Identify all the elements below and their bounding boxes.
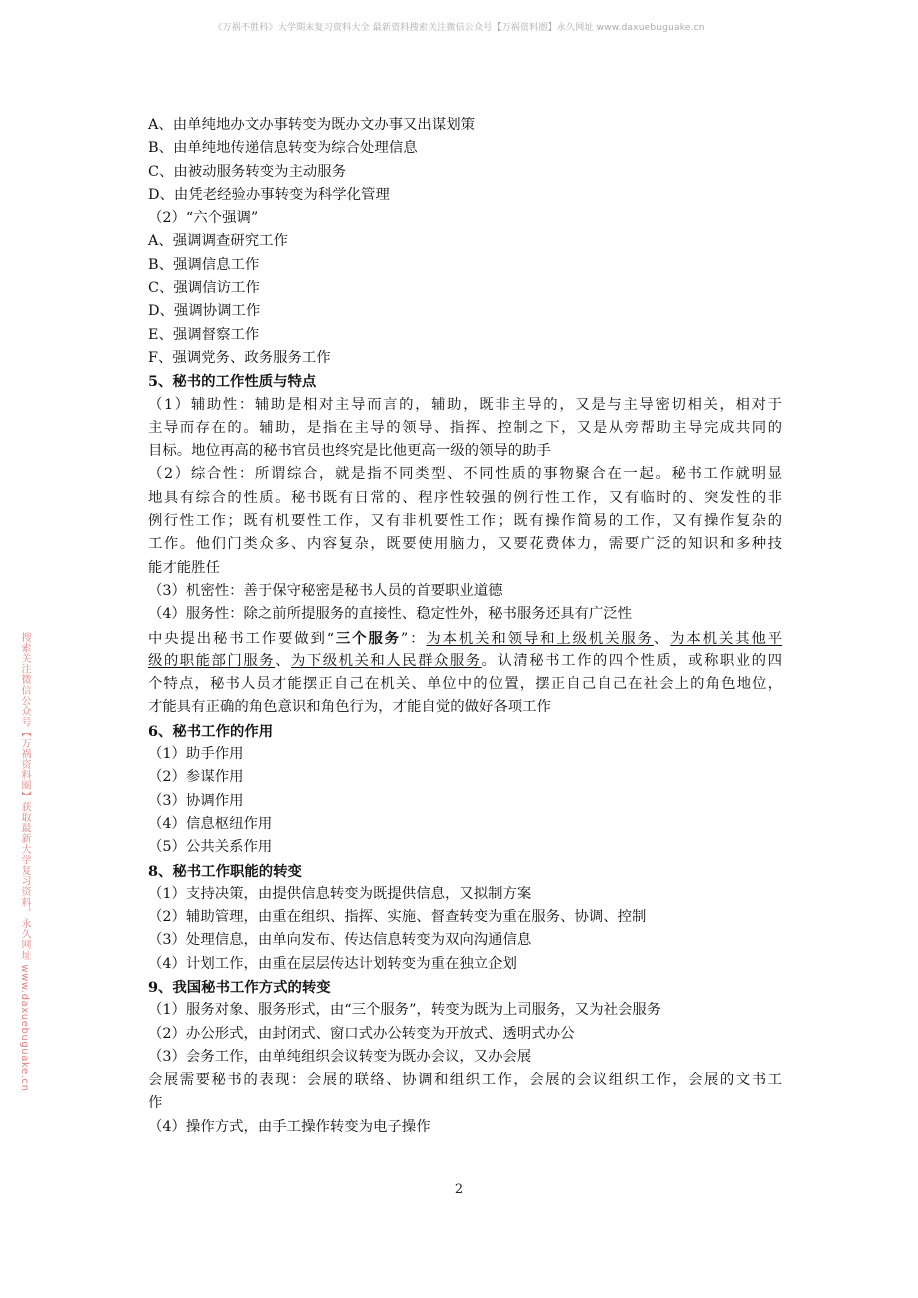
text-line [148, 650, 782, 673]
text-line: 个特点，秘书人员才能摆正自己在机关、单位中的位置，摆正自己自己在社会上的角色地位， [148, 676, 782, 693]
text-span: 、 [653, 630, 671, 647]
text-line: F、强调党务、政务服务工作 [148, 349, 331, 366]
page-number: 2 [454, 1182, 464, 1197]
side-watermark: 搜索关注微信公众号【万祸资料圈】获取最新大学复习资料，永久网址 www.daxuebuguake.cn [19, 632, 30, 1092]
text-line: （2）参谋作用 [148, 769, 244, 786]
text-line: E、强调督察工作 [148, 326, 260, 343]
text-line: （1）支持决策，由提供信息转变为既提供信息，又拟制方案 [148, 885, 532, 902]
underlined-phrase: 为本机关其他平 [670, 630, 782, 647]
text-line: （3）协调作用 [148, 792, 244, 809]
text-line: （4）服务性：除之前所提服务的直接性、稳定性外，秘书服务还具有广泛性 [148, 606, 633, 623]
text-line: （4）操作方式，由手工操作转变为电子操作 [148, 1118, 431, 1135]
bold-phrase: 三个服务 [334, 629, 401, 647]
text-span: 、 [275, 652, 291, 669]
text-line: （4）信息枢纽作用 [148, 815, 273, 832]
text-line: （2）辅助管理，由重在组织、指挥、实施、督查转变为重在服务、协调、控制 [148, 909, 647, 926]
underlined-phrase: 为本机关和领导和上级机关服务 [426, 630, 654, 647]
text-line: D、强调协调工作 [148, 303, 261, 320]
text-line: （2）“六个强调” [148, 210, 259, 227]
underlined-phrase: 为下级机关和人民群众服务 [290, 652, 482, 669]
text-line [148, 627, 782, 650]
section-heading: 9、我国秘书工作方式的转变 [148, 978, 331, 996]
underlined-phrase: 级的职能部门服务 [148, 652, 276, 669]
text-span: ”： [400, 630, 427, 647]
text-span: 中央提出秘书工作要做到“ [148, 630, 335, 647]
text-line: 地具有综合的性质。秘书既有日常的、程序性较强的例行性工作，又有临时的、突发性的非 [148, 489, 782, 506]
text-line: C、由被动服务转变为主动服务 [148, 163, 347, 180]
text-line: 目标。地位再高的秘书官员也终究是比他更高一级的领导的助手 [148, 443, 551, 460]
text-line: 作 [148, 1095, 163, 1112]
text-line: C、强调信访工作 [148, 280, 260, 297]
text-line: （1）服务对象、服务形式，由“三个服务”，转变为既为上司服务，又为社会服务 [148, 1002, 662, 1019]
text-line: （3）会务工作，由单纯组织会议转变为既办会议，又办会展 [148, 1048, 532, 1065]
text-line: B、强调信息工作 [148, 256, 260, 273]
text-line: D、由凭老经验办事转变为科学化管理 [148, 186, 390, 203]
text-line: 例行性工作；既有机要性工作，又有非机要性工作；既有操作简易的工作，又有操作复杂的 [148, 513, 782, 530]
text-line: （2）综合性：所谓综合，就是指不同类型、不同性质的事物聚合在一起。秘书工作就明显 [148, 466, 782, 483]
section-heading: 6、秘书工作的作用 [148, 722, 274, 740]
text-line: （1）辅助性：辅助是相对主导而言的，辅助，既非主导的，又是与主导密切相关，相对于 [148, 396, 782, 413]
text-line: 工作。他们门类众多、内容复杂，既要使用脑力，又要花费体力，需要广泛的知识和多种技 [148, 536, 782, 553]
text-line: （1）助手作用 [148, 746, 244, 763]
text-line: （3）处理信息，由单向发布、传达信息转变为双向沟通信息 [148, 932, 532, 949]
text-line: A、强调调查研究工作 [148, 233, 288, 250]
text-line: A、由单纯地办文办事转变为既办文办事又出谋划策 [148, 117, 475, 133]
section-heading: 8、秘书工作职能的转变 [148, 862, 302, 880]
text-line: 才能具有正确的角色意识和角色行为，才能自觉的做好各项工作 [148, 699, 551, 716]
text-line: 主导而存在的。辅助，是指在主导的领导、指挥、控制之下，又是从旁帮助主导完成共同的 [148, 419, 782, 436]
text-line: B、由单纯地传递信息转变为综合处理信息 [148, 140, 418, 157]
text-line: 能才能胜任 [148, 559, 220, 576]
text-span: 。认清秘书工作的四个性质，或称职业的四 [481, 652, 782, 669]
text-line: 会展需要秘书的表现：会展的联络、协调和组织工作，会展的会议组织工作，会展的文书工 [148, 1072, 782, 1089]
section-heading: 5、秘书的工作性质与特点 [148, 373, 317, 391]
text-line: （4）计划工作，由重在层层传达计划转变为重在独立企划 [148, 955, 517, 972]
document-body [148, 114, 782, 1139]
text-line: （3）机密性：善于保守秘密是秘书人员的首要职业道德 [148, 582, 503, 599]
text-line: （5）公共关系作用 [148, 839, 273, 856]
text-line: （2）办公形式，由封闭式、窗口式办公转变为开放式、透明式办公 [148, 1025, 575, 1042]
page-header-watermark: 《万祸不胜科》大学期末复习资料大全 最新资料搜索关注微信公众号【万祸资料圈】永久网址 www.daxuebuguake.cn [213, 23, 705, 33]
